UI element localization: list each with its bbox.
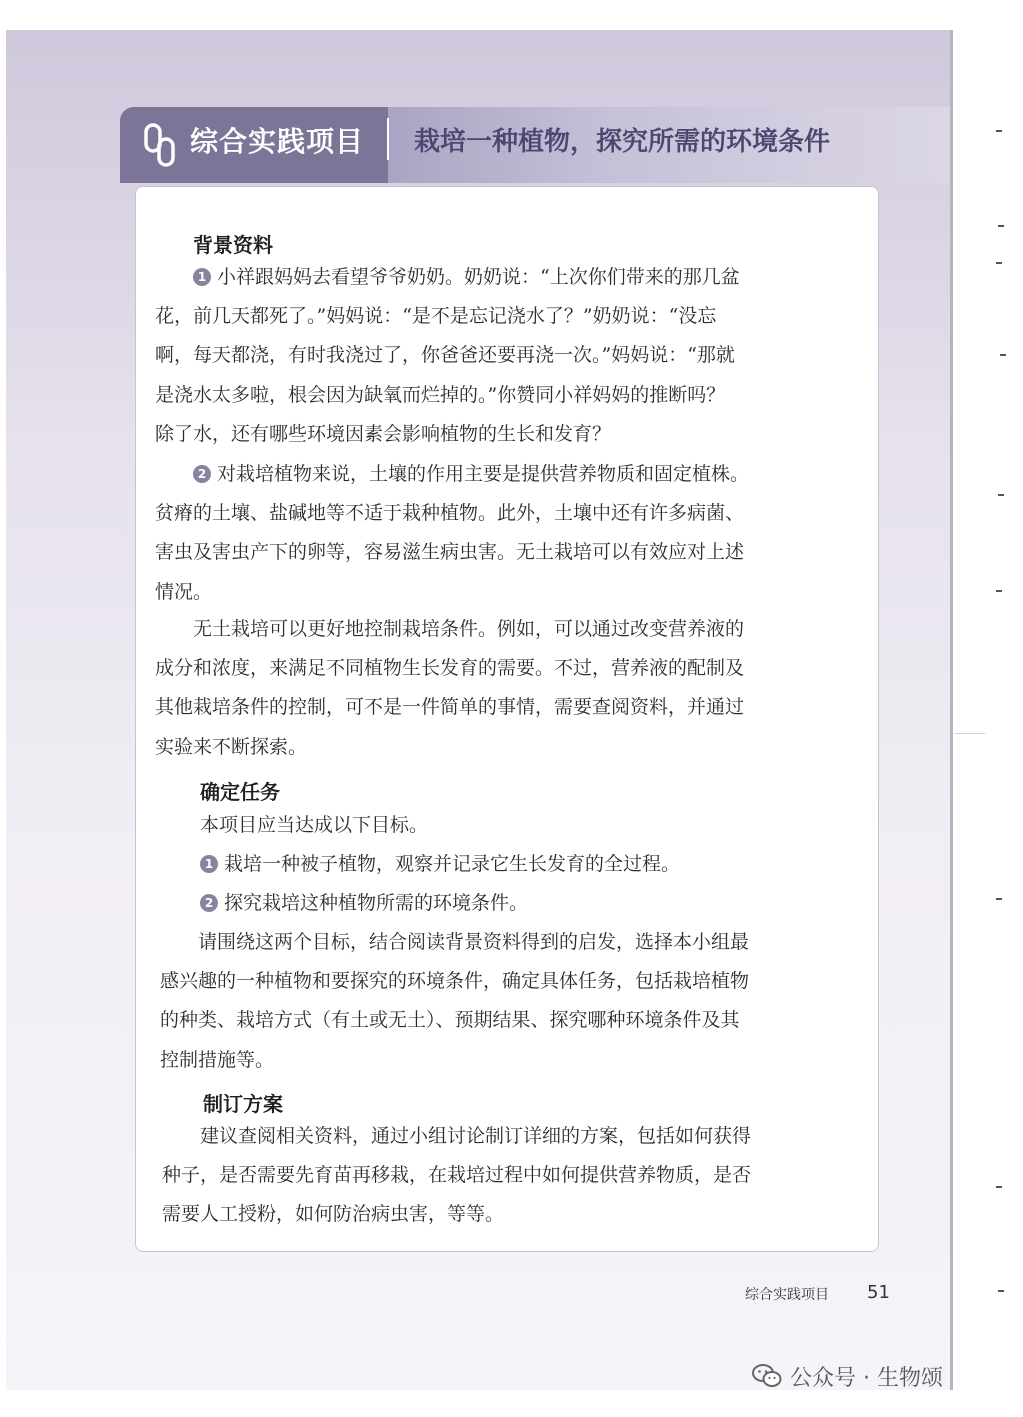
line: 是浇水太多啦，根会因为缺氧而烂掉的。”你赞同小祥妈妈的推断吗？ [155,383,726,406]
line: 2 对栽培植物来说，土壤的作用主要是提供营养物质和固定植株。 [155,455,863,494]
heading-plan: 制订方案 [203,1092,283,1116]
plan-para [162,1117,862,1235]
scan-mark [996,262,1002,264]
background-para-3 [155,610,863,767]
header-divider [387,118,389,160]
scan-mark [996,130,1002,132]
number-badge: 2 [200,894,218,912]
project-type-title: 综合实践项目 [190,125,365,158]
line: 花，前几天都死了。”妈妈说：“是不是忘记浇水了？”奶奶说：“没忘 [155,305,717,328]
scan-line [955,733,985,734]
background-item-2 [155,455,863,612]
line: 情况。 [155,580,213,603]
line: 种子，是否需要先育苗再移栽，在栽培过程中如何提供营养物质，是否 [162,1164,752,1187]
line: 除了水，还有哪些环境因素会影响植物的生长和发育？ [155,422,612,445]
line: 建议查阅相关资料，通过小组讨论制订详细的方案，包括如何获得 [200,1125,752,1147]
number-badge: 1 [193,268,211,286]
line: 实验来不断探索。 [155,735,308,758]
scan-mark [1000,354,1006,356]
scan-mark [996,1186,1002,1188]
background-item-1 [155,258,863,454]
footer-section-label: 综合实践项目 [745,1287,829,1303]
page-number: 51 [867,1282,890,1303]
scan-mark [998,1290,1004,1292]
line: 请围绕这两个目标，结合阅读背景资料得到的启发，选择本小组最 [198,931,750,953]
wechat-icon [752,1363,782,1389]
line: 成分和浓度，来满足不同植物生长发育的需要。不过，营养液的配制及 [155,657,745,680]
line: 无土栽培可以更好地控制栽培条件。例如，可以通过改变营养液的 [193,618,745,640]
scan-mark [998,225,1004,227]
line: 控制措施等。 [160,1048,275,1071]
task-goal-1: 1 栽培一种被子植物，观察并记录它生长发育的全过程。 [200,845,860,884]
task-para [160,923,862,1080]
line: 感兴趣的一种植物和要探究的环境条件，确定具体任务，包括栽培植物 [160,970,750,993]
scan-mark [996,898,1002,900]
line: 啊，每天都浇，有时我浇过了，你爸爸还要再浇一次。”妈妈说：“那就 [155,344,735,367]
line: 贫瘠的土壤、盐碱地等不适于栽种植物。此外，土壤中还有许多病菌、 [155,502,745,525]
task-goal-2: 2 探究栽培这种植物所需的环境条件。 [200,884,860,923]
line: 其他栽培条件的控制，可不是一件简单的事情，需要查阅资料，并通过 [155,696,745,719]
watermark-text: 公众号 · 生物颂 [790,1365,943,1391]
heading-task: 确定任务 [200,780,280,804]
number-badge: 1 [200,855,218,873]
line: 害虫及害虫产下的卵等，容易滋生病虫害。无土栽培可以有效应对上述 [155,541,745,564]
line: 需要人工授粉，如何防治病虫害，等等。 [162,1203,505,1226]
scan-mark [996,590,1002,592]
line: 1 小祥跟妈妈去看望爷爷奶奶。奶奶说：“上次你们带来的那几盆 [155,258,863,297]
heading-background: 背景资料 [193,233,273,257]
scan-mark [998,494,1004,496]
project-subtitle: 栽培一种植物，探究所需的环境条件 [414,127,831,157]
task-intro: 本项目应当达成以下目标。 [200,814,429,836]
watermark [752,1356,943,1396]
line: 的种类、栽培方式（有土或无土）、预期结果、探究哪种环境条件及其 [160,1009,740,1032]
number-badge: 2 [193,465,211,483]
link-icon [143,122,177,168]
